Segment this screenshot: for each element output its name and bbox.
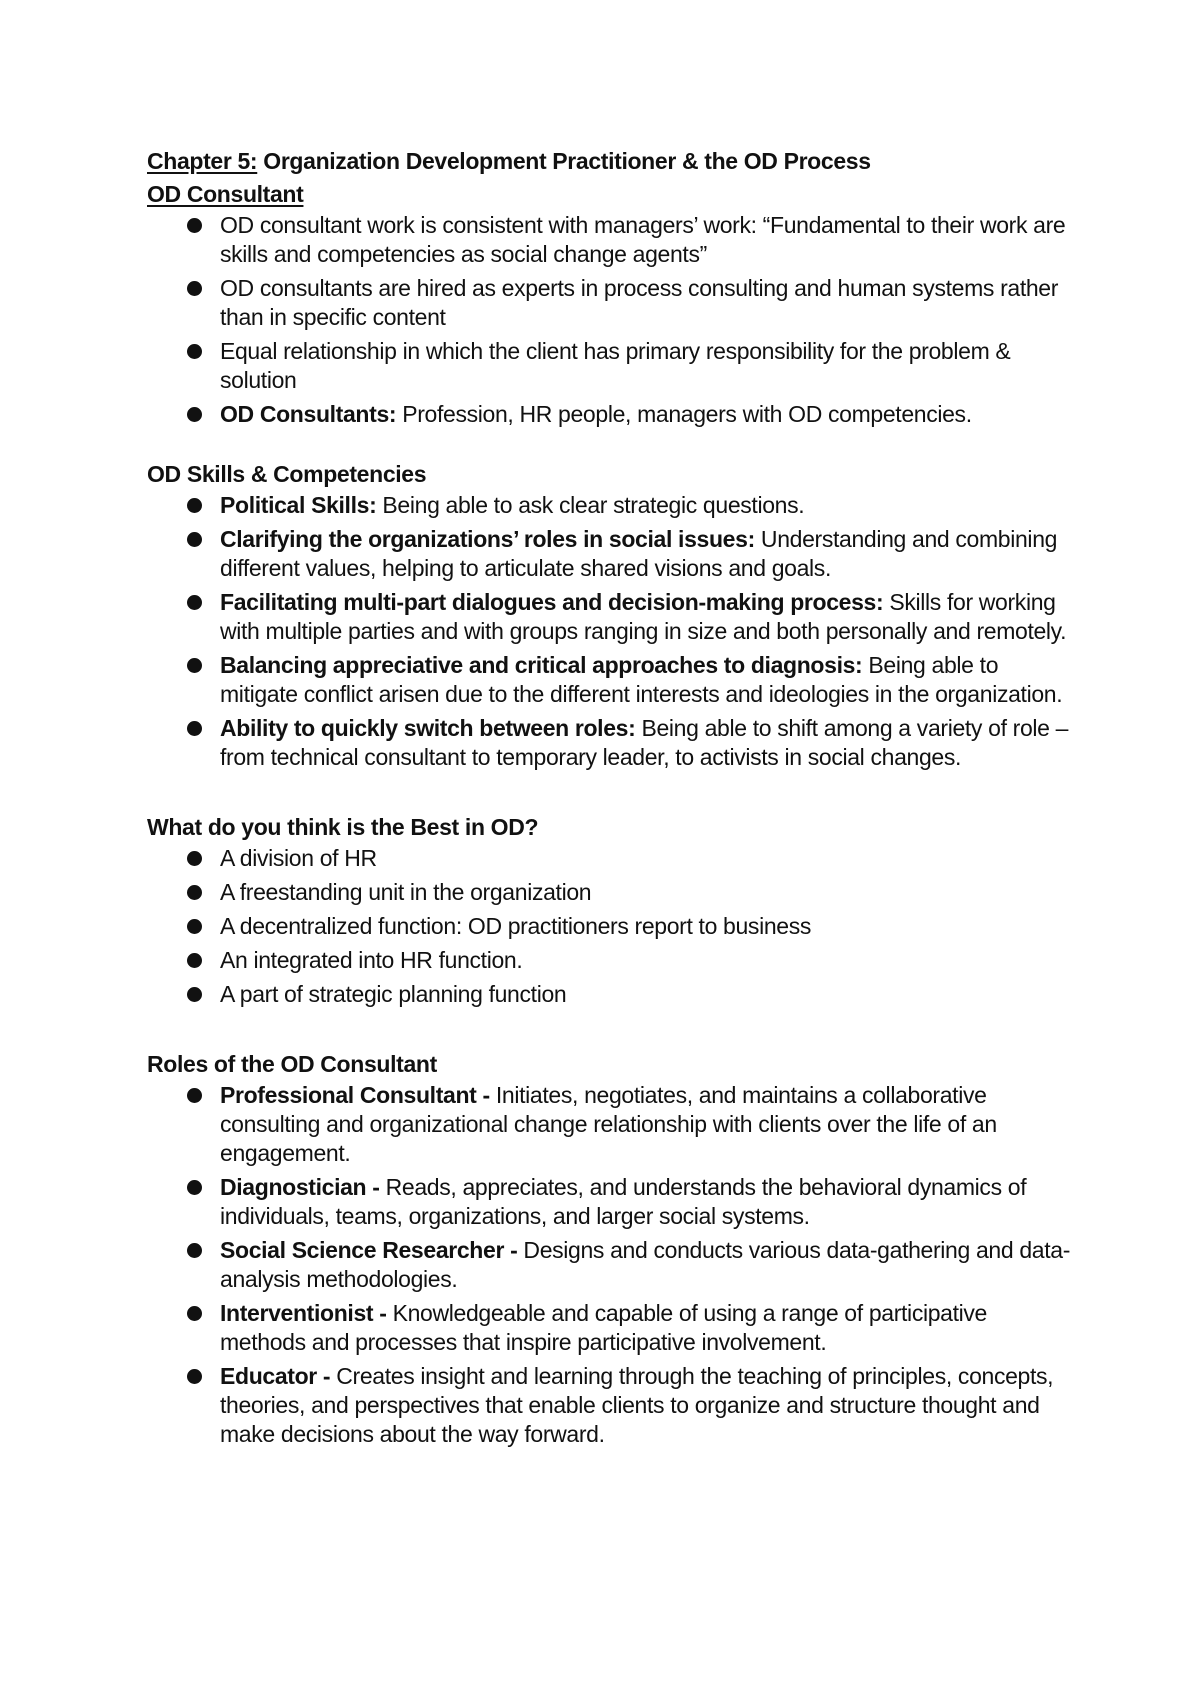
list-item bbox=[147, 980, 1077, 1009]
section-heading-best: What do you think is the Best in OD? bbox=[147, 814, 539, 840]
list-item-text: Profession, HR people, managers with OD competencies. bbox=[396, 401, 972, 427]
od-consultant-list bbox=[147, 211, 1077, 429]
list-item bbox=[147, 878, 1077, 907]
list-item-text: Being able to shift among a variety of role – from technical consultant to temporary leader, to activists in social changes. bbox=[220, 715, 1069, 770]
list-item-term: Political Skills: bbox=[220, 492, 377, 518]
bullet-icon bbox=[187, 218, 202, 233]
list-item bbox=[147, 400, 1077, 429]
list-item-term: Facilitating multi-part dialogues and decision-making process: bbox=[220, 589, 884, 615]
bullet-icon bbox=[187, 987, 202, 1002]
list-item-term: Diagnostician - bbox=[220, 1174, 380, 1200]
bullet-icon bbox=[187, 498, 202, 513]
list-item-text: Understanding and combining different values, helping to articulate shared visions and goals. bbox=[220, 526, 1058, 581]
list-item-text: Creates insight and learning through the teaching of principles, concepts, theories, and perspectives that enable clients to organize and structure thought and make decisions about the way forward. bbox=[220, 1363, 1054, 1447]
list-item-text: Skills for working with multiple parties and with groups ranging in size and both personally and remotely. bbox=[220, 589, 1067, 644]
list-item-term: Social Science Researcher - bbox=[220, 1237, 518, 1263]
list-item-term: Professional Consultant - bbox=[220, 1082, 490, 1108]
chapter-title bbox=[147, 145, 1077, 178]
section-heading-od-consultant: OD Consultant bbox=[147, 181, 304, 207]
list-item bbox=[147, 1081, 1077, 1168]
list-item-text: An integrated into HR function. bbox=[220, 947, 523, 973]
list-item-text: A freestanding unit in the organization bbox=[220, 879, 592, 905]
bullet-icon bbox=[187, 281, 202, 296]
list-item-term: Interventionist - bbox=[220, 1300, 387, 1326]
list-item bbox=[147, 1236, 1077, 1294]
list-item-text: Initiates, negotiates, and maintains a collaborative consulting and organizational change relationship with clients over the life of an engagement. bbox=[220, 1082, 997, 1166]
section-heading-roles: Roles of the OD Consultant bbox=[147, 1051, 437, 1077]
list-item bbox=[147, 651, 1077, 709]
list-item bbox=[147, 337, 1077, 395]
list-item bbox=[147, 525, 1077, 583]
list-item bbox=[147, 1299, 1077, 1357]
bullet-icon bbox=[187, 851, 202, 866]
roles-list bbox=[147, 1081, 1077, 1449]
list-item-text: OD consultant work is consistent with managers’ work: “Fundamental to their work are skills and competencies as social change agents” bbox=[220, 212, 1066, 267]
list-item-term: Clarifying the organizations’ roles in social issues: bbox=[220, 526, 755, 552]
bullet-icon bbox=[187, 1180, 202, 1195]
bullet-icon bbox=[187, 658, 202, 673]
list-item bbox=[147, 714, 1077, 772]
list-item bbox=[147, 1173, 1077, 1231]
list-item-term: Balancing appreciative and critical approaches to diagnosis: bbox=[220, 652, 863, 678]
bullet-icon bbox=[187, 1088, 202, 1103]
list-item bbox=[147, 912, 1077, 941]
chapter-label: Chapter 5: bbox=[147, 148, 258, 174]
list-item-text: Designs and conducts various data-gathering and data-analysis methodologies. bbox=[220, 1237, 1071, 1292]
list-item bbox=[147, 588, 1077, 646]
bullet-icon bbox=[187, 919, 202, 934]
section-heading-skills: OD Skills & Competencies bbox=[147, 461, 427, 487]
bullet-icon bbox=[187, 953, 202, 968]
bullet-icon bbox=[187, 885, 202, 900]
list-item bbox=[147, 274, 1077, 332]
bullet-icon bbox=[187, 407, 202, 422]
list-item-text: A part of strategic planning function bbox=[220, 981, 567, 1007]
document-page bbox=[147, 145, 1077, 1454]
list-item bbox=[147, 1362, 1077, 1449]
list-item-text: Reads, appreciates, and understands the behavioral dynamics of individuals, teams, organizations, and larger social systems. bbox=[220, 1174, 1027, 1229]
list-item-text: A division of HR bbox=[220, 845, 377, 871]
chapter-title-text: Organization Development Practitioner & the OD Process bbox=[257, 148, 871, 174]
bullet-icon bbox=[187, 344, 202, 359]
list-item bbox=[147, 491, 1077, 520]
list-item-text: OD consultants are hired as experts in process consulting and human systems rather than in specific content bbox=[220, 275, 1059, 330]
bullet-icon bbox=[187, 532, 202, 547]
bullet-icon bbox=[187, 1369, 202, 1384]
bullet-icon bbox=[187, 721, 202, 736]
bullet-icon bbox=[187, 1243, 202, 1258]
bullet-icon bbox=[187, 595, 202, 610]
list-item bbox=[147, 946, 1077, 975]
list-item-text: Being able to ask clear strategic questions. bbox=[376, 492, 805, 518]
bullet-icon bbox=[187, 1306, 202, 1321]
list-item-term: Ability to quickly switch between roles: bbox=[220, 715, 636, 741]
list-item-text: Knowledgeable and capable of using a range of participative methods and processes that inspire participative involvement. bbox=[220, 1300, 988, 1355]
list-item-text: Equal relationship in which the client has primary responsibility for the problem & solution bbox=[220, 338, 1011, 393]
list-item-term: OD Consultants: bbox=[220, 401, 397, 427]
skills-list bbox=[147, 491, 1077, 772]
list-item bbox=[147, 844, 1077, 873]
list-item bbox=[147, 211, 1077, 269]
best-list bbox=[147, 844, 1077, 1009]
list-item-term: Educator - bbox=[220, 1363, 331, 1389]
list-item-text: A decentralized function: OD practitioners report to business bbox=[220, 913, 812, 939]
list-item-text: Being able to mitigate conflict arisen due to the different interests and ideologies in the organization. bbox=[220, 652, 1063, 707]
